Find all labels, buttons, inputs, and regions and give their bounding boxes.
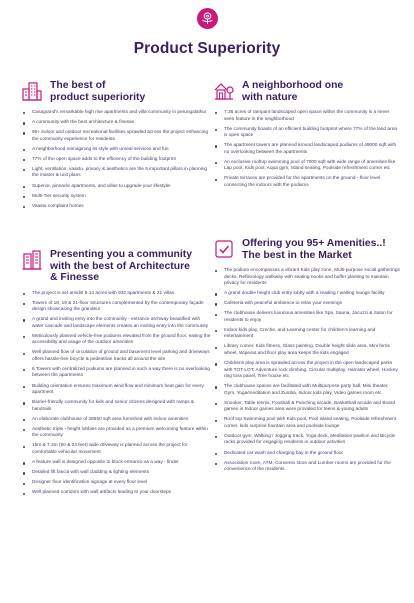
section-amenities <box>214 238 400 477</box>
bullet-list <box>22 291 212 497</box>
section-title-line: & Finesse <box>50 272 100 283</box>
list-item: Vaastu complaint homes <box>22 204 212 211</box>
list-item: A grand and inviting entry into the community - entrance archway beautified with water cascade and landscape elements creates an inviting entry into the community <box>22 317 212 330</box>
section-title-line: The best in the Market <box>242 249 352 261</box>
list-item: Barrier-friendly community for kids and senior citizens designed with ramps & handrails <box>22 400 212 413</box>
section-title-line: product superiority <box>50 91 146 103</box>
list-item: 77% of the open space adds to the efficiency of the building footprint <box>22 157 212 164</box>
list-item: The project is set amidst 9.14 acres with 932 apartments & 21 villas <box>22 291 212 298</box>
section-title-line: A neighborhood one <box>242 80 344 91</box>
list-item: Meticulously planned vehicle-free podiums elevated from the ground floor, easing the accessibility and usage of the outdoor amenities <box>22 334 212 347</box>
list-item: Private terraces are provided for the apartments on the ground - floor level connecting the indoors with the podiums <box>214 176 400 189</box>
section-title <box>242 238 386 261</box>
bullet-list <box>214 110 400 189</box>
list-item: Superior, pinnacle apartments, and villas to upgrade your lifestyle! <box>22 184 212 191</box>
page-title: Product Superiority <box>133 40 281 57</box>
list-item: Towers of 18, 19 & 21-floor structures complemented by the contemporary façade design showcasing the grandeur <box>22 301 212 314</box>
list-item: A community with the best architecture & finesse <box>22 120 212 127</box>
list-item: Casagrand's remarkable high rise apartments and villa community in perungalathur <box>22 110 212 117</box>
list-item: An exclusive rooftop swimming pool of 7000 sqft with wide range of amenities like Lap pool, Kids pool, Aqua gym, Island seating, Poolside refreshment corner etc <box>214 160 400 173</box>
building-icon <box>22 81 42 101</box>
list-item: Building orientation ensures maximum wind flow and minimum heat gain for every apartment <box>22 384 212 397</box>
list-item: Roof top Swimming pool with Kids pool, Pool island seating, Poolside refreshment corner, kids surprise fountain area and poolside lounge <box>214 417 400 430</box>
list-item: The podium encompasses a vibrant Kids play zone, Multi-purpose social gatherings decks, Reflexology walkway with seating nooks and buffer planting to maintain privacy for residents <box>214 268 400 288</box>
section-title <box>50 249 192 284</box>
section-title <box>50 80 145 103</box>
list-item: Designer floor identification signage at every floor level <box>22 480 212 487</box>
rose-logo-icon <box>197 8 218 29</box>
list-item: Library corner, Kids fitness, Glass painting, Double height slide area, Mini ferris wheel, Wipeout and floor play area keeps the kids engaged <box>214 344 400 357</box>
list-item: Detailed lift fascia with wall cladding & lighting elements <box>22 470 212 477</box>
apartments-icon <box>22 250 42 270</box>
section-title-line: Presenting you a community <box>50 249 193 260</box>
page-header <box>0 0 414 68</box>
list-item: The clubhouse spaces are facilitated with Multipurpose party hall, Mini theater, Gym, Yoga/meditation and Zumba, Indoor kids play, Video games room etc <box>214 384 400 397</box>
list-item: Dedicated car wash and charging bay in the ground floor <box>214 451 400 458</box>
section-title <box>242 80 343 103</box>
list-item: Multi-Tier security system <box>22 194 212 201</box>
section-title-line: with the best of Architecture <box>50 260 190 272</box>
list-item: 95+ indoor and outdoor recreational facilities sprawled across the project enhancing the community experience for residents <box>22 130 212 143</box>
list-item: The clubhouse delivers luxurious amenities like Spa, Sauna, Jacuzzi & Salon for residents to enjoy <box>214 311 400 324</box>
section-title-line: The best of <box>50 80 106 91</box>
section-title-line: with nature <box>242 91 298 103</box>
list-item: Indoor kids play, Creche, and Learning center for children's learning and entertainment <box>214 328 400 341</box>
bullet-list <box>214 268 400 474</box>
section-nature <box>214 80 400 193</box>
list-item: Well planned flow of circulation of ground and basement level parking and driveways offers hassle-free bicycle & pedestrian tracks all around the site <box>22 350 212 363</box>
list-item: 6 Towers with centralized podiums are planned in such a way there is no overlooking between the apartments <box>22 367 212 380</box>
section-title-line: Offering you 95+ Amenities..! <box>242 238 386 249</box>
list-item: Snooker, Table tennis, Foosball & Punching arcade, Basketball arcade and Board games in Indoor games area were provided for teens & young adults <box>214 401 400 414</box>
list-item: 15m & 7.2m (50 & 24 feet) wide driveway is planned across the project for comfortable vehicular movement <box>22 443 212 456</box>
section-architecture <box>22 249 212 500</box>
house-tree-icon <box>214 81 234 101</box>
list-item: An elaborate clubhouse of 28550 sqft area furnished with indoor amenities <box>22 417 212 424</box>
list-item: Aesthetic triple - height lobbies are provided as a premium welcoming feature within the community <box>22 427 212 440</box>
list-item: 7.35 acres of rampant landscaped open space within the community is a never seen feature in the neighborhood <box>214 110 400 123</box>
bullet-list <box>22 110 212 210</box>
list-item: The community boasts of an efficient building footprint where 77% of the land area is open space <box>214 127 400 140</box>
list-item: Outdoor gym, Walking / Jogging track, Yoga deck, Meditation pavilion and Bicycle racks provided for engaging residents in outdoor activities <box>214 434 400 447</box>
list-item: Cafeteria with peaceful ambience to relax your evenings <box>214 301 400 308</box>
list-item: Well planned corridors with wall artifacts leading to your doorsteps <box>22 490 212 497</box>
list-item: A grand double height club entry lobby with a reading / waiting lounge facility <box>214 291 400 298</box>
list-item: Childrens play area is sprawled across the project in the open landscaped parks with TOT-LOT, Adventure rock climbing, Circular multiplay, Hamster wheel, Hockey ring toss panel, Tree house etc <box>214 361 400 381</box>
list-item: Association room, ATM, Convenio store and Lumber rooms are provided for the convenience of the residents <box>214 461 400 474</box>
list-item: A feature wall is designed opposite to block entrance as a way - finder <box>22 460 212 467</box>
check-badge-icon <box>214 239 234 259</box>
section-product-superiority <box>22 80 212 214</box>
list-item: The apartment towers are planned around landscaped podiums of 49000 sqft with no overlooking between the apartments <box>214 143 400 156</box>
list-item: A neighborhood reimagining its style with unreal services and fun <box>22 147 212 154</box>
list-item: Light, ventilation, vaastu, privacy & aesthetics are the 5 important pillars in planning the master & unit plans <box>22 167 212 180</box>
